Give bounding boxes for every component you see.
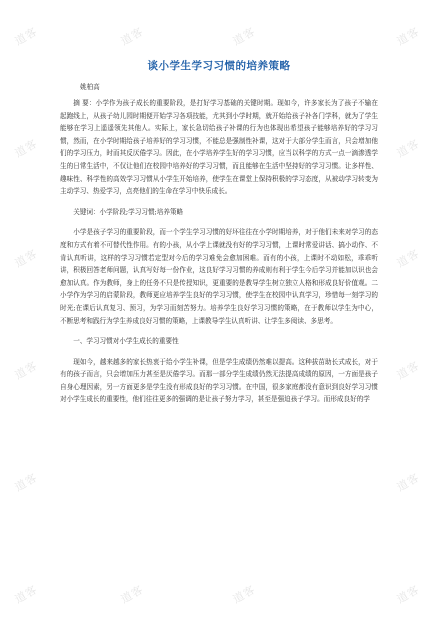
page-title: 谈小学生学习习惯的培养策略: [147, 60, 291, 72]
watermark: 道客: [12, 358, 40, 383]
watermark: 道客: [394, 470, 422, 495]
watermark: 道客: [394, 582, 422, 607]
intro-paragraph: 小学是孩子学习的重要阶段，而一个学生学习习惯的好坏往往在小学时期培养，对于他们未来对学习的态度和方式有着不可替代性作用。有的小孩，从小学上课就没有好的学习习惯，上课时常爱讲话、搞小动作、不肯认真听讲，这样的学习习惯若定型对今后的学习难免会愈加困难。而有的小孩，上课时不动如松，乖乖听讲，积极回答老师问题，认真写好每一份作业，这良好学习习惯的养成则有利于学生今后学习并能加以识也会愈加认真。作为教师，身上的任务不只是传授知识，更重要的是教导学生树立独立人格和形成良好价值观。二小学作为学习的启蒙阶段，教师更应培养学生良好的学习习惯，使学生在校园中认真学习，珍惜每一刻学习的时光;在课后认真复习、预习，为学习而刻苦努力。培养学生良好学习习惯的策略，在于教师以学生为中心，不断思考和践行为学生养成良好习惯的策略，上课教导学生认真听讲、让学生多阅读、多思考。: [60, 228, 378, 325]
author-name: 姚柏高: [80, 83, 100, 91]
watermark: 道客: [12, 470, 40, 495]
watermark: 道客: [12, 246, 40, 271]
watermark: 道客: [118, 582, 146, 607]
watermark: 道客: [12, 24, 40, 49]
watermark: 道客: [394, 358, 422, 383]
watermark: 道客: [12, 136, 40, 161]
watermark: 道客: [394, 24, 422, 49]
watermark: 道客: [230, 582, 258, 607]
document-body: [60, 58, 378, 406]
watermark: 道客: [394, 136, 422, 161]
keywords-line: 关键词：小学阶段;学习习惯;培养策略: [73, 207, 184, 216]
watermark: 道客: [118, 24, 146, 49]
watermark: 道客: [230, 24, 258, 49]
section-heading: 一、学习习惯对小学生成长的重要性: [73, 337, 179, 346]
abstract-paragraph: 摘 要：小学作为孩子成长的重要阶段，是打好学习基础的关键时期。现如今，许多家长为了孩子不输在起跑线上，从孩子幼儿园时期便开始学习各项技能，尤其到小学时期，就开始给孩子补各门学科，就为了学生能够在学习上遥遥领先其他人。实际上，家长急切给孩子补课的行为也体现出希望孩子能够培养好的学习习惯，然而，在小学时期给孩子培养好的学习习惯，不能总是强制性补课，这对于大部分学生而言，只会增加他们的学习压力，时而其反厌倦学习。因此，在小学培养学生好的学习习惯，应当以科学的方式一点一滴渗透学生的日常生活中，不仅让他们在校园中培养好的学习习惯，而且能够在生活中坚持好的学习习惯。让多样性、趣味性、科学性的高效学习习惯从小学生开始培养，使学生在课堂上保持积极的学习态度，从被动学习转变为主动学习、热爱学习，点亮他们的生命在学习中快乐成长。: [60, 99, 378, 196]
section-paragraph: 现如今，越来越多的家长热衷于给小学生补课，但是学生成绩仍然难以提高。这种拔苗助长式成长，对于有的孩子而言，只会增加压力甚至是厌倦学习。而那一部分学生成绩仍然无法提高成绩的原因，一方面是孩子自身心理因素，另一方面更多是学生没有形成良好的学习习惯。在中国，很多家庭都没有意识到良好学习习惯对小学生成长的重要性，他们往往更多的强调的是让孩子努力学习，甚至是强迫孩子学习。而形成良好的学: [60, 357, 378, 404]
watermark: 道客: [12, 582, 40, 607]
watermark: 道客: [394, 246, 422, 271]
